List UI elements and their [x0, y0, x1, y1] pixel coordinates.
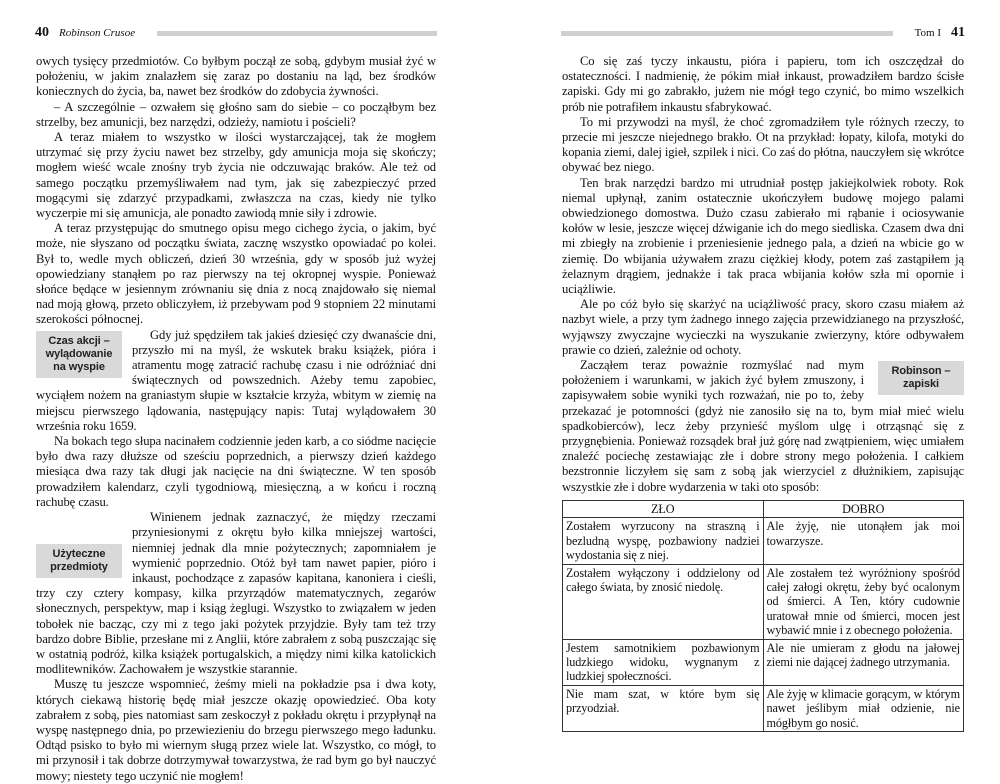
paragraph: A teraz miałem to wszystko w ilości wystarczającej, tak że mogłem utrzymać się przy życiu nawet bez strzelby, gdy amunicja moja się skończy; mogłem wieść wcale znośny tryb życia nie odczuwając braków. Ale też od samego początku przemyśliwałem nad tym, jak się zabezpieczyć przed mogącymi się zdarzyć przypadkami, zwłaszcza na czas, kiedy nie tylko wyczerpie mi się amunicja, ale ponadto zawiodą mnie siły i zdrowie.	[36, 130, 436, 221]
table-row	[563, 518, 964, 564]
table-row	[563, 564, 964, 639]
paragraph: Gdy już spędziłem tak jakieś dziesięć czy dwanaście dni, przyszło mi na myśl, że wskutek braku książek, pióra i atramentu mogę zatracić rachubę czasu i nie odróżniać dni świątecznych od powszednich. Ażeby temu zapobiec, wyciąłem nożem na graniastym słupie w kształcie krzyża, wbitym w ziemię na miejscu pierwszego lądowania, następujący napis: Tutaj wylądowałem 30 września roku 1659.	[36, 327, 436, 433]
margin-note: Czas akcji – wylądowanie na wyspie	[36, 331, 122, 378]
running-title: Robinson Crusoe	[59, 27, 136, 39]
page-number: 40	[35, 25, 49, 40]
running-title: Tom I	[914, 27, 941, 39]
paragraph: Zacząłem teraz poważnie rozmyślać nad mym położeniem i warunkami, w jakich żyć byłem zmuszony, i zapisywałem sobie wyniki tych rozważań, nie po to, żeby przekazać je potomności (gdyż nie zanosiło się na to, bym miał mieć wielu spadkobierców), lecz żeby przynieść myślom ulgę i otrząsnąć się z przygnębienia. Ponieważ rozsądek brał już górę nad zwątpieniem, więc umiałem znaleźć pociechę zestawiając złe i dobre strony mego położenia. I całkiem bezstronnie liczyłem się sam z sobą jak wierzyciel z dłużnikiem, zapisując wszystkie złe i dobre wydarzenia w taki oto sposób:	[562, 358, 964, 494]
header-rule	[561, 31, 893, 36]
paragraph: Na bokach tego słupa nacinałem codziennie jeden karb, a co siódme nacięcie było dwa razy dłuższe od sześciu poprzednich, a pierwszy dzień każdego miesiąca dwa razy tak długi jak nacięcie na dni świąteczne. W ten sposób prowadziłem kalendarz, czyli tygodniową, miesięczną, a w końcu i roczną rachubę czasu.	[36, 434, 436, 509]
table-header-row	[563, 500, 964, 517]
table-cell-good: Ale żyję, nie utonąłem jak moi towarzysze.	[763, 518, 964, 564]
table-cell-evil: Zostałem wyłączony i oddzielony od całego świata, by znosić niedolę.	[563, 564, 764, 639]
table-cell-evil: Nie mam szat, w które bym się przyodział.	[563, 685, 764, 731]
table-cell-evil: Zostałem wyrzucony na straszną i bezludną wyspę, pozbawiony nadziei wydostania się z niej.	[563, 518, 764, 564]
paragraph: A teraz przystępując do smutnego opisu mego cichego życia, o jakim, być może, nie słyszano od początku świata, zacznę wszystko opowiadać po kolei. Był to, wedle mych obliczeń, dzień 30 września, gdy w sposób już wyżej opowiedziany stanąłem po raz pierwszy na tej okropnej wyspie. Ponieważ słońce będące w jesiennym zrównaniu się dnia z nocą znajdowało się niemal nad moją głową, przeto obliczyłem, iż przebywam pod 9 stopniem 22 minutami szerokości północnej.	[36, 221, 436, 327]
table-row	[563, 639, 964, 685]
right-page-body	[562, 54, 964, 732]
paragraph: Muszę tu jeszcze wspomnieć, żeśmy mieli na pokładzie psa i dwa koty, których ciekawą historię będę miał jeszcze okazję opowiedzieć. Oba koty zabrałem z sobą, pies natomiast sam zeskoczył z pokładu okrętu i przypłynął na wyspę następnego dnia, po przewiezieniu do brzegu pierwszego mego ładunku. Odtąd psisko to było mi wiernym sługą przez wiele lat. Wszystko, co mógł, to mi przynosił i tak dobrze dotrzymywał towarzystwa, że rad bym go był nauczyć mowy; niestety tego uczynić nie mogłem!	[36, 677, 436, 783]
right-page-header	[561, 24, 965, 42]
paragraph: Ten brak narzędzi bardzo mi utrudniał postęp jakiejkolwiek roboty. Rok niemal upłynął, zanim ostatecznie ukończyłem budowę mojego palami obwiedzionego domostwa. Dużo czasu zabierało mi rąbanie i ociosywanie kołów w lesie, jeszcze więcej dźwiganie ich do mego siedliska. Czasem dwa dni mi zbiegły na zrobienie i przeniesienie jednego pala, a dzień na wbicie go w ziemię. Do wbijania używałem zrazu ciężkiej kłody, potem zaś zastąpiłem ją żelaznym drągiem, jednakże i tak praca wbijania kołów szła mi opornie i uciążliwie.	[562, 175, 964, 297]
paragraph: Winienem jednak zaznaczyć, że między rzeczami przyniesionymi z okrętu było kilka mniejszej wartości, niemniej jednak dla mnie pożytecznych; zapomniałem je wymienić poprzednio. Otóż był tam nawet papier, pióro i inkaust, pochodzące z zapasów kapitana, kanoniera i cieśli, trzy czy cztery kompasy, kilka przyrządów matematycznych, zegarów słonecznych, perspektyw, map i ksiąg żeglugi. Wszystko to związałem w jeden tobołek nie bacząc, czy mi z tego jaki pożytek przyjdzie. Były tam też trzy bardzo dobre Biblie, przesłane mi z Anglii, które zabrałem z sobą puszczając się w ostatnią podróż, kilka książek portugalskich, a między nimi kilka katolickich modlitewników. Zachowałem je wszystkie starannie.	[36, 510, 436, 677]
paragraph: Co się zaś tyczy inkaustu, pióra i papieru, tom ich oszczędzał do ostateczności. I nadmienię, że pókim miał inkaust, prowadziłem bardzo ścisłe zapiski. Gdy mi go zabrakło, jużem nie mógł tego czynić, bo mimo wszelkich prób nie potrafiłem inkaustu sfabrykować.	[562, 54, 964, 114]
left-page-header	[35, 24, 437, 42]
table-cell-good: Ale zostałem też wyróżniony spośród całej załogi okrętu, żeby być ocalonym od śmierci. A Ten, który cudownie uratował mnie od śmierci, mocen jest wybawić mnie i z obecnego położenia.	[763, 564, 964, 639]
margin-note: Użyteczne przedmioty	[36, 544, 122, 578]
table-cell-evil: Jestem samotnikiem pozbawionym ludzkiego widoku, wygnanym z ludzkiej społeczności.	[563, 639, 764, 685]
paragraph: To mi przywodzi na myśl, że choć zgromadziłem tyle różnych rzeczy, to przecie mi jeszcze niejednego brakło. Ot na przykład: łopaty, kilofa, motyki do kopania ziemi, dalej igieł, szpilek i nici. Co zaś do płótna, nauczyłem się wkrótce obywać bez niego.	[562, 114, 964, 175]
paragraph: – A szczególnie – ozwałem się głośno sam do siebie – co począłbym bez strzelby, bez amunicji, bez narzędzi, odzieży, namiotu i pościeli?	[36, 99, 436, 129]
paragraph: Ale po cóż było się skarżyć na uciążliwość pracy, skoro czasu miałem aż nazbyt wiele, a przy tym żadnego innego zajęcia przewidzianego na przyszłość, wyjąwszy zwyczajne wycieczki na wyszukanie zwierzyny, które odbywałem prawie co dzień, zależnie od ochoty.	[562, 297, 964, 357]
good-evil-table	[562, 500, 964, 732]
left-page-body	[36, 54, 436, 784]
column-header-evil: ZŁO	[563, 500, 764, 517]
paragraph: owych tysięcy przedmiotów. Co byłbym począł ze sobą, gdybym musiał żyć w położeniu, w jakim znalazłem się zaraz po dostaniu na ląd, bez środków koniecznych do życia, ba, nawet bez środków do zdobycia żywności.	[36, 54, 436, 99]
column-header-good: DOBRO	[763, 500, 964, 517]
table-cell-good: Ale nie umieram z głodu na jałowej ziemi nie dającej żadnego utrzymania.	[763, 639, 964, 685]
table-row	[563, 685, 964, 731]
table-cell-good: Ale żyję w klimacie gorącym, w którym nawet jeślibym miał odzienie, nie mógłbym go nosić.	[763, 685, 964, 731]
margin-note: Robinson – zapiski	[878, 361, 964, 395]
page-number: 41	[951, 25, 965, 40]
header-rule	[157, 31, 437, 36]
